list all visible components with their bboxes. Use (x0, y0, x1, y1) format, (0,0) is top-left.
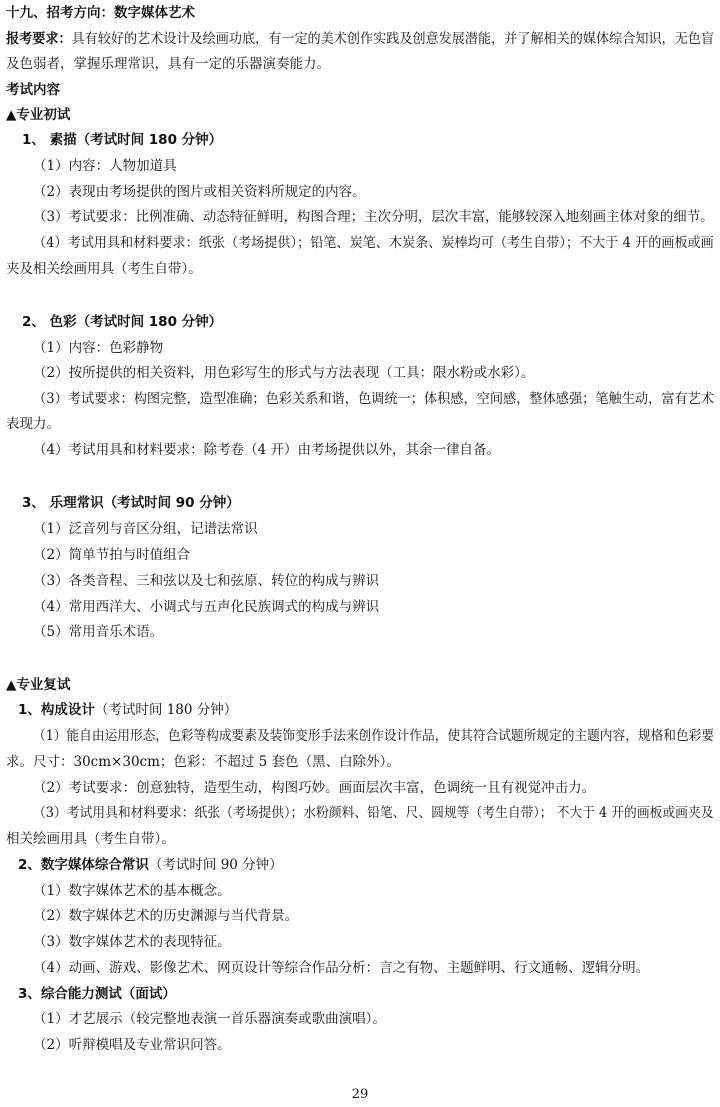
final-heading: ▲专业复试 (6, 677, 71, 693)
interview-title: 3、综合能力测试（面试） (18, 986, 176, 1002)
digital-heading-line (18, 856, 283, 874)
music-item-3: （3）各类音程、三和弦以及七和弦原、转位的构成与辨识 (33, 573, 380, 589)
design-item-1: （1）能自由运用形态，色彩等构成要素及装饰变形手法来创作设计作品，使其符合试题所规定的主题内容，规格和色彩要 (33, 728, 715, 744)
sketch-item-3: （3）考试要求：比例准确、动态特征鲜明，构图合理；主次分明，层次丰富，能够较深入地刻画主体对象的细节。 (33, 209, 714, 225)
color-item-3-cont: 表现力。 (6, 416, 60, 432)
requirement-label: 报考要求： (6, 31, 72, 47)
interview-item-2: （2）听辩模唱及专业常识问答。 (33, 1037, 231, 1053)
design-item-1-cont: 求。尺寸：30cm×30cm；色彩：不超过 5 套色（黑、白除外）。 (6, 754, 400, 770)
design-item-3-cont: 相关绘画用具（考生自带）。 (6, 831, 175, 847)
digital-item-2: （2）数字媒体艺术的历史渊源与当代背景。 (33, 908, 299, 924)
sketch-item-4: （4）考试用具和材料要求：纸张（考场提供）；铅笔、炭笔、木炭条、炭棒均可（考生自带）；不大于 4 开的画板或画 (33, 235, 714, 251)
sketch-title: 1、 素描（考试时间 180 分钟） (22, 132, 223, 148)
digital-item-4: （4）动画、游戏、影像艺术、网页设计等综合作品分析：言之有物、主题鲜明、行文通畅、逻辑分明。 (33, 960, 650, 976)
design-title: 1、构成设计 (18, 702, 95, 718)
sketch-item-4-cont: 夹及相关绘画用具（考生自带）。 (6, 261, 202, 277)
digital-time: （考试时间 90 分钟） (148, 857, 283, 873)
digital-title: 2、数字媒体综合常识 (18, 857, 149, 873)
color-item-2: （2）按所提供的相关资料，用色彩写生的形式与方法表现（工具：限水粉或水彩）。 (33, 365, 535, 381)
interview-item-1: （1）才艺展示（较完整地表演一首乐器演奏或歌曲演唱）。 (33, 1011, 386, 1027)
color-item-1: （1）内容：色彩静物 (33, 340, 164, 356)
color-item-3: （3）考试要求：构图完整，造型准确；色彩关系和谐，色调统一；体积感，空间感，整体感强；笔触生动，富有艺术 (33, 391, 715, 407)
design-time: （考试时间 180 分钟） (94, 702, 238, 718)
music-item-1: （1）泛音列与音区分组，记谱法常识 (33, 521, 258, 537)
color-item-4: （4）考试用具和材料要求：除考卷（4 开）由考场提供以外，其余一律自备。 (33, 442, 500, 458)
requirement-text-1: 具有较好的艺术设计及绘画功底，有一定的美术创作实践及创意发展潜能，并了解相关的媒体综合知识，无色盲 (71, 31, 715, 47)
music-item-4: （4）常用西洋大、小调式与五声化民族调式的构成与辨识 (33, 599, 380, 615)
music-item-2: （2）简单节拍与时值组合 (33, 547, 191, 563)
digital-item-1: （1）数字媒体艺术的基本概念。 (33, 883, 231, 899)
color-title: 2、 色彩（考试时间 180 分钟） (22, 314, 223, 330)
prelim-heading: ▲专业初试 (6, 107, 71, 123)
design-heading-line (18, 701, 237, 719)
page-number: 29 (351, 1087, 369, 1102)
music-title: 3、 乐理常识（考试时间 90 分钟） (22, 495, 240, 511)
section-title: 十九、招考方向：数字媒体艺术 (6, 5, 195, 21)
requirement-line-1 (6, 30, 714, 48)
content-heading: 考试内容 (6, 82, 60, 98)
digital-item-3: （3）数字媒体艺术的表现特征。 (33, 934, 231, 950)
music-item-5: （5）常用音乐术语。 (33, 624, 164, 640)
sketch-item-2: （2）表现由考场提供的图片或相关资料所规定的内容。 (33, 184, 366, 200)
design-item-3: （3）考试用具和材料要求：纸张（考场提供）；水粉颜料、铅笔、尺、圆规等（考生自带）； 不大于 4 开的画板或画夹及 (33, 805, 714, 821)
requirement-line-2: 及色弱者，掌握乐理常识，具有一定的乐器演奏能力。 (6, 56, 330, 72)
sketch-item-1: （1）内容：人物加道具 (33, 158, 177, 174)
design-item-2: （2）考试要求：创意独特，造型生动，构图巧妙。画面层次丰富，色调统一且有视觉冲击力。 (33, 780, 596, 796)
